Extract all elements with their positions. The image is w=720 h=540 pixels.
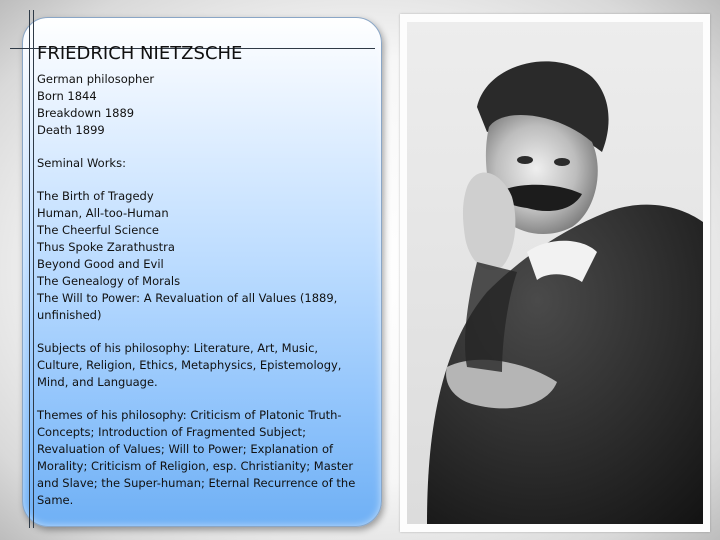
work-item: The Birth of Tragedy	[37, 189, 154, 203]
bio-list	[37, 71, 367, 139]
bio-line: Death 1899	[37, 123, 105, 137]
vertical-rule	[33, 10, 34, 528]
subjects-block	[37, 340, 367, 391]
work-item: Human, All-too-Human	[37, 206, 169, 220]
bio-line: Born 1844	[37, 89, 97, 103]
works-heading-block	[37, 155, 367, 172]
themes-text: Themes of his philosophy: Criticism of Platonic Truth-Concepts; Introduction of Fragmented Subject; Revaluation of Values; Will to Power; Explanation of Morality; Criticism of Religion, esp. Christianity; Master and Slave; the Super-human; Eternal Recurrence of the Same.	[37, 408, 356, 507]
work-item: Thus Spoke Zarathustra	[37, 240, 175, 254]
panel-title: FRIEDRICH NIETZSCHE	[37, 43, 243, 64]
work-item: The Cheerful Science	[37, 223, 160, 237]
panel-text	[37, 41, 367, 509]
portrait-photo	[407, 22, 703, 524]
work-item: The Genealogy of Morals	[37, 274, 181, 288]
portrait-frame	[400, 14, 710, 532]
works-list	[37, 188, 367, 324]
bio-line: German philosopher	[37, 72, 155, 86]
subjects-text: Subjects of his philosophy: Literature, Art, Music, Culture, Religion, Ethics, Metaphysics, Epistemology, Mind, and Language.	[37, 341, 342, 389]
work-item: The Will to Power: A Revaluation of all Values (1889, unfinished)	[37, 291, 338, 322]
work-item: Beyond Good and Evil	[37, 257, 164, 271]
works-heading: Seminal Works:	[37, 156, 126, 170]
vertical-rule	[29, 10, 30, 528]
themes-block	[37, 407, 367, 509]
bio-line: Breakdown 1889	[37, 106, 135, 120]
